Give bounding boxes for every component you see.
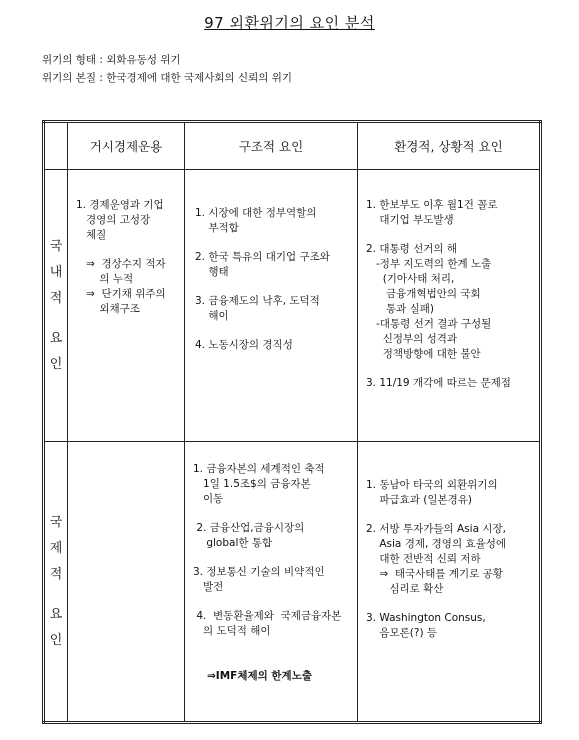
text-line: 신정부의 성격과: [366, 333, 458, 345]
domestic-structural-cell: [185, 170, 358, 442]
header-structural: 구조적 요인: [185, 122, 358, 170]
text-line: 정책방향에 대한 불안: [366, 348, 481, 360]
domestic-environmental-cell: [358, 170, 541, 442]
label-char: 내: [49, 264, 63, 280]
label-char: 제: [49, 540, 63, 556]
label-char: 요: [49, 606, 63, 622]
text-line: ⇒ 단기채 위주의: [76, 288, 166, 300]
domestic-macro-cell: [68, 170, 185, 442]
spacer: [193, 507, 357, 521]
spacer: [193, 551, 357, 565]
domestic-label: [44, 170, 68, 442]
text-line: 1. 경제운영과 기업: [76, 199, 164, 211]
text-line: 1. 시장에 대한 정부역할의: [195, 207, 317, 219]
text-line: 2. 대통령 선거의 해: [366, 243, 458, 255]
text-line: -정부 지도력의 한계 노출: [366, 258, 492, 270]
text-line: Asia 경제, 경영의 효율성에: [366, 538, 506, 550]
text-line: 경영의 고성장: [76, 214, 151, 226]
text-line: 음모론(?) 등: [366, 627, 438, 639]
imf-limit-note: ⇒IMF체제의 한계노출: [207, 670, 312, 682]
crisis-form-line: 위기의 형태 : 외화유동성 위기: [42, 54, 181, 66]
text-line: 3. 금융제도의 낙후, 도덕적: [195, 295, 320, 307]
text-line: 금융개혁법안의 국회: [366, 288, 481, 300]
header-macro: 거시경제운용: [68, 122, 185, 170]
text-line: 1. 동남아 타국의 외환위기의: [366, 479, 498, 491]
text-line: 3. Washington Consus,: [366, 612, 486, 624]
page-title: 97 외환위기의 요인 분석: [204, 14, 375, 32]
label-char: 적: [49, 566, 63, 582]
text-line: 3. 11/19 개각에 따르는 문제점: [366, 377, 511, 389]
header-environmental: 환경적, 상황적 요인: [358, 122, 541, 170]
international-structural-cell: [185, 442, 358, 723]
label-gap: [45, 588, 67, 602]
text-line: 외채구조: [76, 303, 140, 315]
spacer: [193, 595, 357, 609]
text-line: 대한 전반적 신뢰 저하: [366, 553, 481, 565]
crisis-essence-line: 위기의 본질 : 한국경제에 대한 국제사회의 신뢰의 위기: [42, 72, 293, 84]
text-line: -대통령 선거 결과 구성될: [366, 318, 492, 330]
international-row: [44, 442, 541, 723]
label-char: 적: [49, 290, 63, 306]
spacer: [366, 508, 539, 522]
text-line: 파급효과 (일본경유): [366, 494, 473, 506]
text-line: 1. 금융자본의 세계적인 축적: [193, 463, 325, 475]
text-line: 2. 금융산업,금융시장의: [193, 522, 305, 534]
label-char: 인: [49, 632, 63, 648]
text-line: 1. 한보부도 이후 월1건 꼴로: [366, 199, 498, 211]
text-line: (기아사태 처리,: [366, 273, 455, 285]
label-char: 인: [49, 356, 63, 372]
text-line: 1일 1.5조$의 금융자본: [193, 478, 311, 490]
text-line: 해이: [195, 310, 229, 322]
international-macro-cell: [68, 442, 185, 723]
spacer: [366, 362, 539, 376]
label-char: 요: [49, 330, 63, 346]
text-line: 2. 한국 특유의 대기업 구조와: [195, 251, 330, 263]
spacer: [195, 236, 357, 250]
international-environmental-cell: [358, 442, 541, 723]
label-char: 국: [49, 514, 63, 530]
header-row: [44, 122, 541, 170]
text-line: 4. 노동시장의 경직성: [195, 339, 293, 351]
text-line: 2. 서방 투자가들의 Asia 시장,: [366, 523, 506, 535]
spacer: [195, 324, 357, 338]
text-line: 의 누적: [76, 273, 134, 285]
text-line: 3. 정보통신 기술의 비약적인: [193, 566, 325, 578]
text-line: 의 도덕적 해이: [193, 625, 271, 637]
text-line: 4. 변동환율제와 국제금융자본: [193, 610, 342, 622]
text-line: 체질: [76, 229, 107, 241]
text-line: 대기업 부도발생: [366, 214, 454, 226]
spacer: [195, 280, 357, 294]
spacer: [193, 639, 357, 669]
spacer: [366, 597, 539, 611]
text-line: 이동: [193, 493, 224, 505]
text-line: 행태: [195, 266, 229, 278]
text-line: 부적합: [195, 222, 239, 234]
label-gap: [45, 312, 67, 326]
text-line: ⇒ 태국사태를 계기로 공황: [366, 568, 503, 580]
text-line: 심리로 확산: [366, 583, 444, 595]
factor-table: [42, 120, 542, 724]
international-label: [44, 442, 68, 723]
corner-cell: [44, 122, 68, 170]
domestic-row: [44, 170, 541, 442]
text-line: ⇒ 경상수지 적자: [76, 258, 166, 270]
label-char: 국: [49, 238, 63, 254]
text-line: global한 통합: [193, 537, 273, 549]
text-line: 발전: [193, 581, 224, 593]
text-line: 통과 실패): [366, 303, 435, 315]
spacer: [366, 228, 539, 242]
spacer: [76, 243, 184, 257]
